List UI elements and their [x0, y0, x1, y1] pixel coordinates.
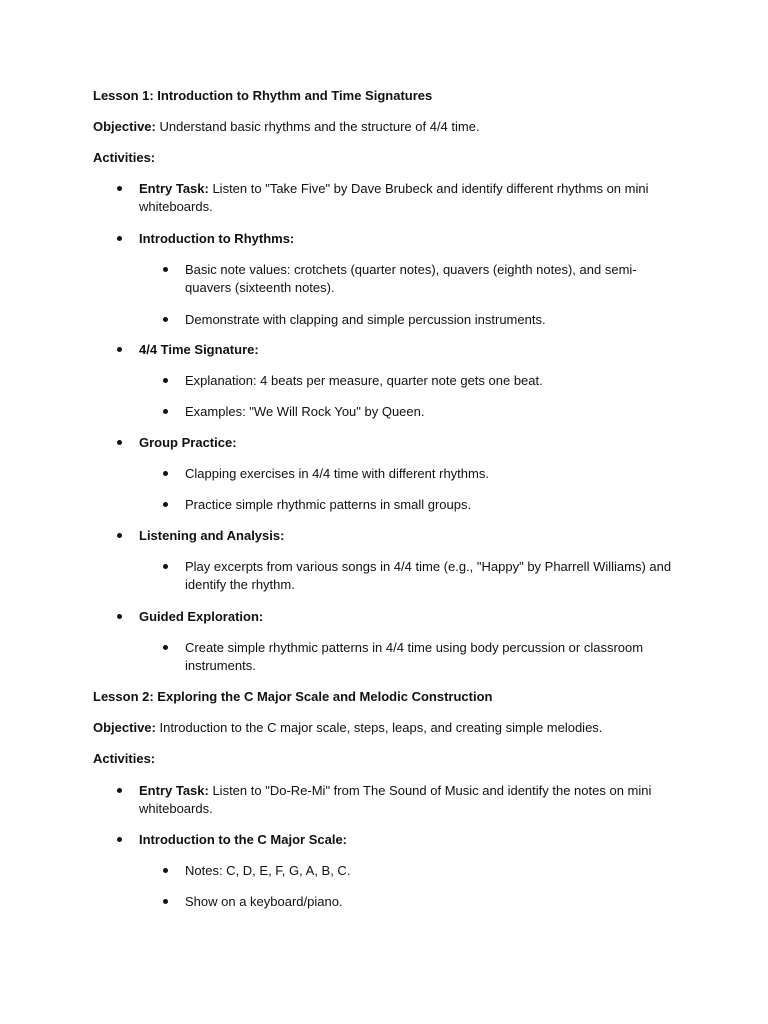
listening-label: Listening and Analysis: [139, 528, 285, 543]
bullet-icon [117, 614, 122, 619]
intro-scale-label: Introduction to the C Major Scale: [139, 832, 348, 847]
bullet-icon [163, 502, 168, 507]
bullet-icon [163, 868, 168, 873]
bullet-icon [163, 267, 168, 272]
guided-item1-line1: Create simple rhythmic patterns in 4/4 time using body percussion or classroom [185, 640, 644, 655]
group-practice-label: Group Practice: [139, 435, 237, 450]
time-signature-item1: Explanation: 4 beats per measure, quarter note gets one beat. [185, 373, 543, 388]
bullet-icon [163, 378, 168, 383]
entry-task-line1 [139, 180, 649, 198]
time-signature-item2: Examples: "We Will Rock You" by Queen. [185, 404, 425, 419]
entry-task-text: Listen to "Do-Re-Mi" from The Sound of Music and identify the notes on mini [208, 783, 652, 798]
group-practice-item1: Clapping exercises in 4/4 time with different rhythms. [185, 466, 489, 481]
bullet-icon [117, 236, 122, 241]
bullet-icon [163, 899, 168, 904]
lesson1-title: Lesson 1: Introduction to Rhythm and Time Signatures [93, 88, 433, 103]
intro-scale-item1: Notes: C, D, E, F, G, A, B, C. [185, 863, 351, 878]
bullet-icon [163, 645, 168, 650]
bullet-icon [117, 788, 122, 793]
bullet-icon [163, 409, 168, 414]
lesson2-title: Lesson 2: Exploring the C Major Scale and Melodic Construction [93, 689, 493, 704]
lesson2-entry-task-line2: whiteboards. [139, 801, 213, 816]
objective-label: Objective: [93, 119, 156, 134]
objective-text: Introduction to the C major scale, steps, leaps, and creating simple melodies. [155, 720, 603, 735]
intro-rhythms-item1-line1: Basic note values: crotchets (quarter notes), quavers (eighth notes), and semi- [185, 262, 637, 277]
intro-rhythms-item2: Demonstrate with clapping and simple percussion instruments. [185, 312, 546, 327]
intro-rhythms-label: Introduction to Rhythms: [139, 231, 295, 246]
lesson1-activities-label: Activities: [93, 150, 156, 165]
lesson1-objective [93, 118, 480, 136]
lesson2-entry-task-line1 [139, 782, 651, 800]
bullet-icon [163, 564, 168, 569]
bullet-icon [117, 837, 122, 842]
bullet-icon [117, 533, 122, 538]
guided-label: Guided Exploration: [139, 609, 264, 624]
bullet-icon [117, 440, 122, 445]
bullet-icon [163, 317, 168, 322]
guided-item1-line2: instruments. [185, 658, 256, 673]
objective-label: Objective: [93, 720, 156, 735]
bullet-icon [117, 347, 122, 352]
listening-item1-line2: identify the rhythm. [185, 577, 295, 592]
listening-item1-line1: Play excerpts from various songs in 4/4 time (e.g., "Happy" by Pharrell Williams) and [185, 559, 672, 574]
bullet-icon [117, 186, 122, 191]
lesson2-objective [93, 719, 602, 737]
entry-task-text: Listen to "Take Five" by Dave Brubeck and identify different rhythms on mini [208, 181, 649, 196]
entry-task-label: Entry Task: [139, 783, 209, 798]
lesson2-activities-label: Activities: [93, 751, 156, 766]
objective-text: Understand basic rhythms and the structure of 4/4 time. [155, 119, 480, 134]
intro-rhythms-item1-line2: quavers (sixteenth notes). [185, 280, 335, 295]
bullet-icon [163, 471, 168, 476]
intro-scale-item2: Show on a keyboard/piano. [185, 894, 343, 909]
time-signature-label: 4/4 Time Signature: [139, 342, 259, 357]
entry-task-label: Entry Task: [139, 181, 209, 196]
entry-task-line2: whiteboards. [139, 199, 213, 214]
group-practice-item2: Practice simple rhythmic patterns in small groups. [185, 497, 472, 512]
